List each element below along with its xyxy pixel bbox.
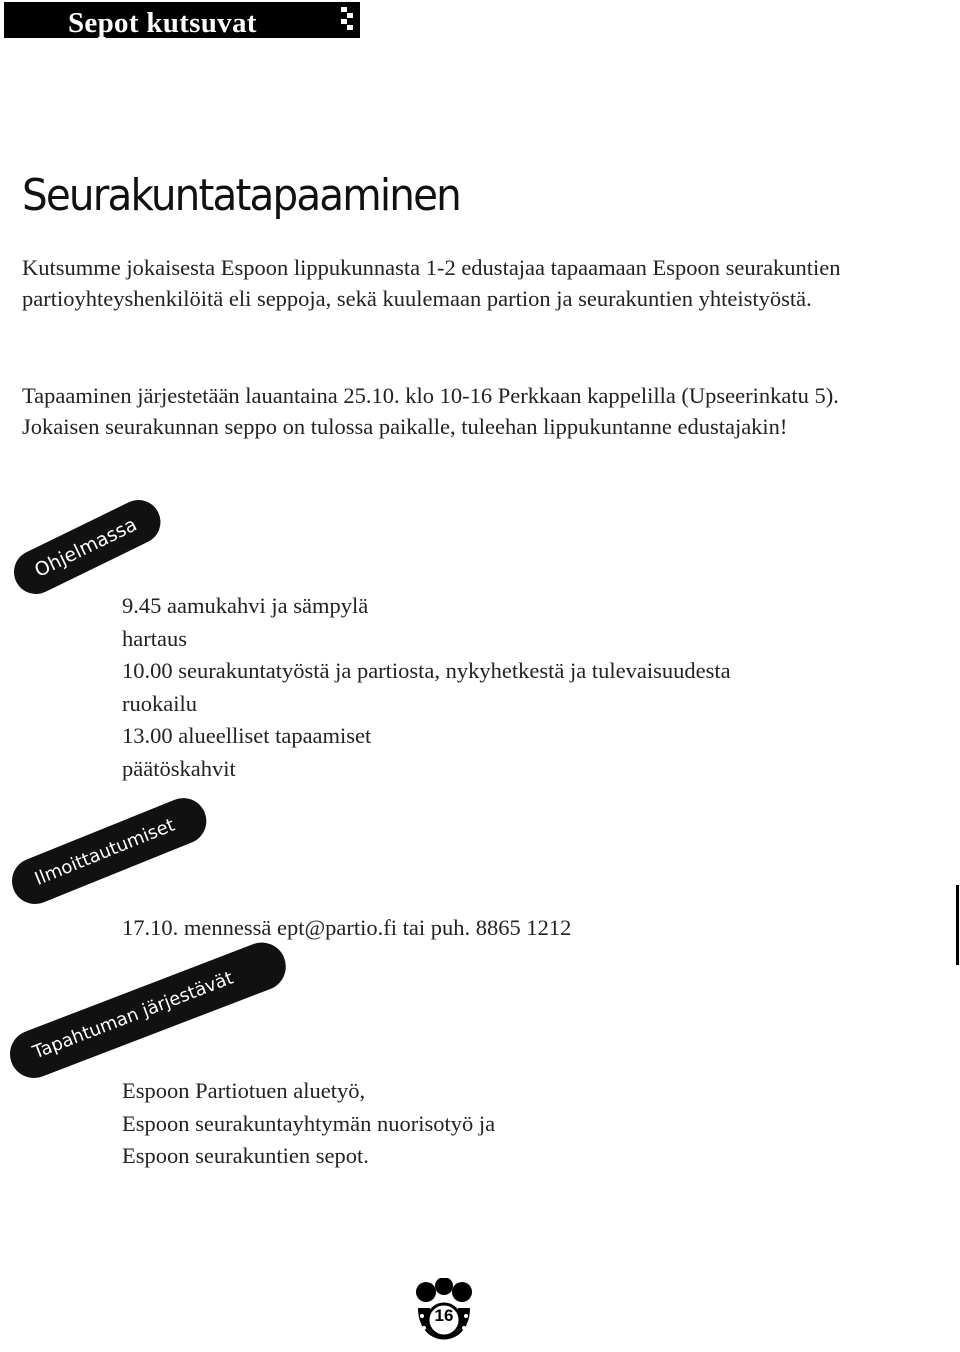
intro-paragraph-2: Tapaaminen järjestetään lauantaina 25.10. klo 10-16 Perkkaan kappelilla (Upseerinkatu 5). Jokaisen seurakunnan seppo on tulossa paikalle, tuleehan lippukuntanne edustajakin! bbox=[22, 383, 839, 439]
organizer-item: Espoon seurakuntayhtymän nuorisotyö ja bbox=[122, 1110, 496, 1136]
checkered-flag-icon bbox=[340, 6, 354, 34]
organizer-item: Espoon Partiotuen aluetyö, bbox=[122, 1078, 366, 1103]
schedule-item: päätöskahvit bbox=[122, 755, 236, 781]
schedule-list bbox=[122, 590, 731, 785]
organizers-label: Tapahtuman järjestävät bbox=[30, 967, 237, 1064]
registration-info bbox=[122, 912, 571, 945]
organizers-list bbox=[122, 1075, 495, 1173]
registration-label: Ilmoittautumiset bbox=[31, 814, 178, 890]
organizers-label-tag bbox=[3, 936, 293, 1085]
header-bar bbox=[4, 2, 360, 38]
schedule-item: 13.00 alueelliset tapaamiset bbox=[122, 723, 372, 748]
schedule-item: hartaus bbox=[122, 625, 187, 651]
schedule-item: ruokailu bbox=[122, 690, 197, 716]
registration-text: 17.10. mennessä ept@partio.fi tai puh. 8865 1212 bbox=[122, 915, 572, 940]
page-number: 16 bbox=[434, 1306, 454, 1325]
page-title: Seurakuntatapaaminen bbox=[22, 170, 460, 221]
program-label: Ohjelmassa bbox=[31, 513, 141, 582]
schedule-item: 9.45 aamukahvi ja sämpylä bbox=[122, 593, 369, 618]
margin-rule bbox=[956, 885, 959, 965]
intro-paragraph-1: Kutsumme jokaisesta Espoon lippukunnasta 1-2 edustajaa tapaamaan Espoon seurakuntien partioyhteyshenkilöitä eli seppoja, sekä kuulemaan partion ja seurakuntien yhteistyöstä. bbox=[22, 255, 841, 311]
schedule-item: 10.00 seurakuntatyöstä ja partiosta, nykyhetkestä ja tulevaisuudesta bbox=[122, 658, 731, 683]
program-label-tag bbox=[7, 493, 168, 602]
registration-label-tag bbox=[5, 791, 213, 911]
organizer-item: Espoon seurakuntien sepot. bbox=[122, 1143, 369, 1168]
header-title: Sepot kutsuvat bbox=[68, 7, 257, 39]
